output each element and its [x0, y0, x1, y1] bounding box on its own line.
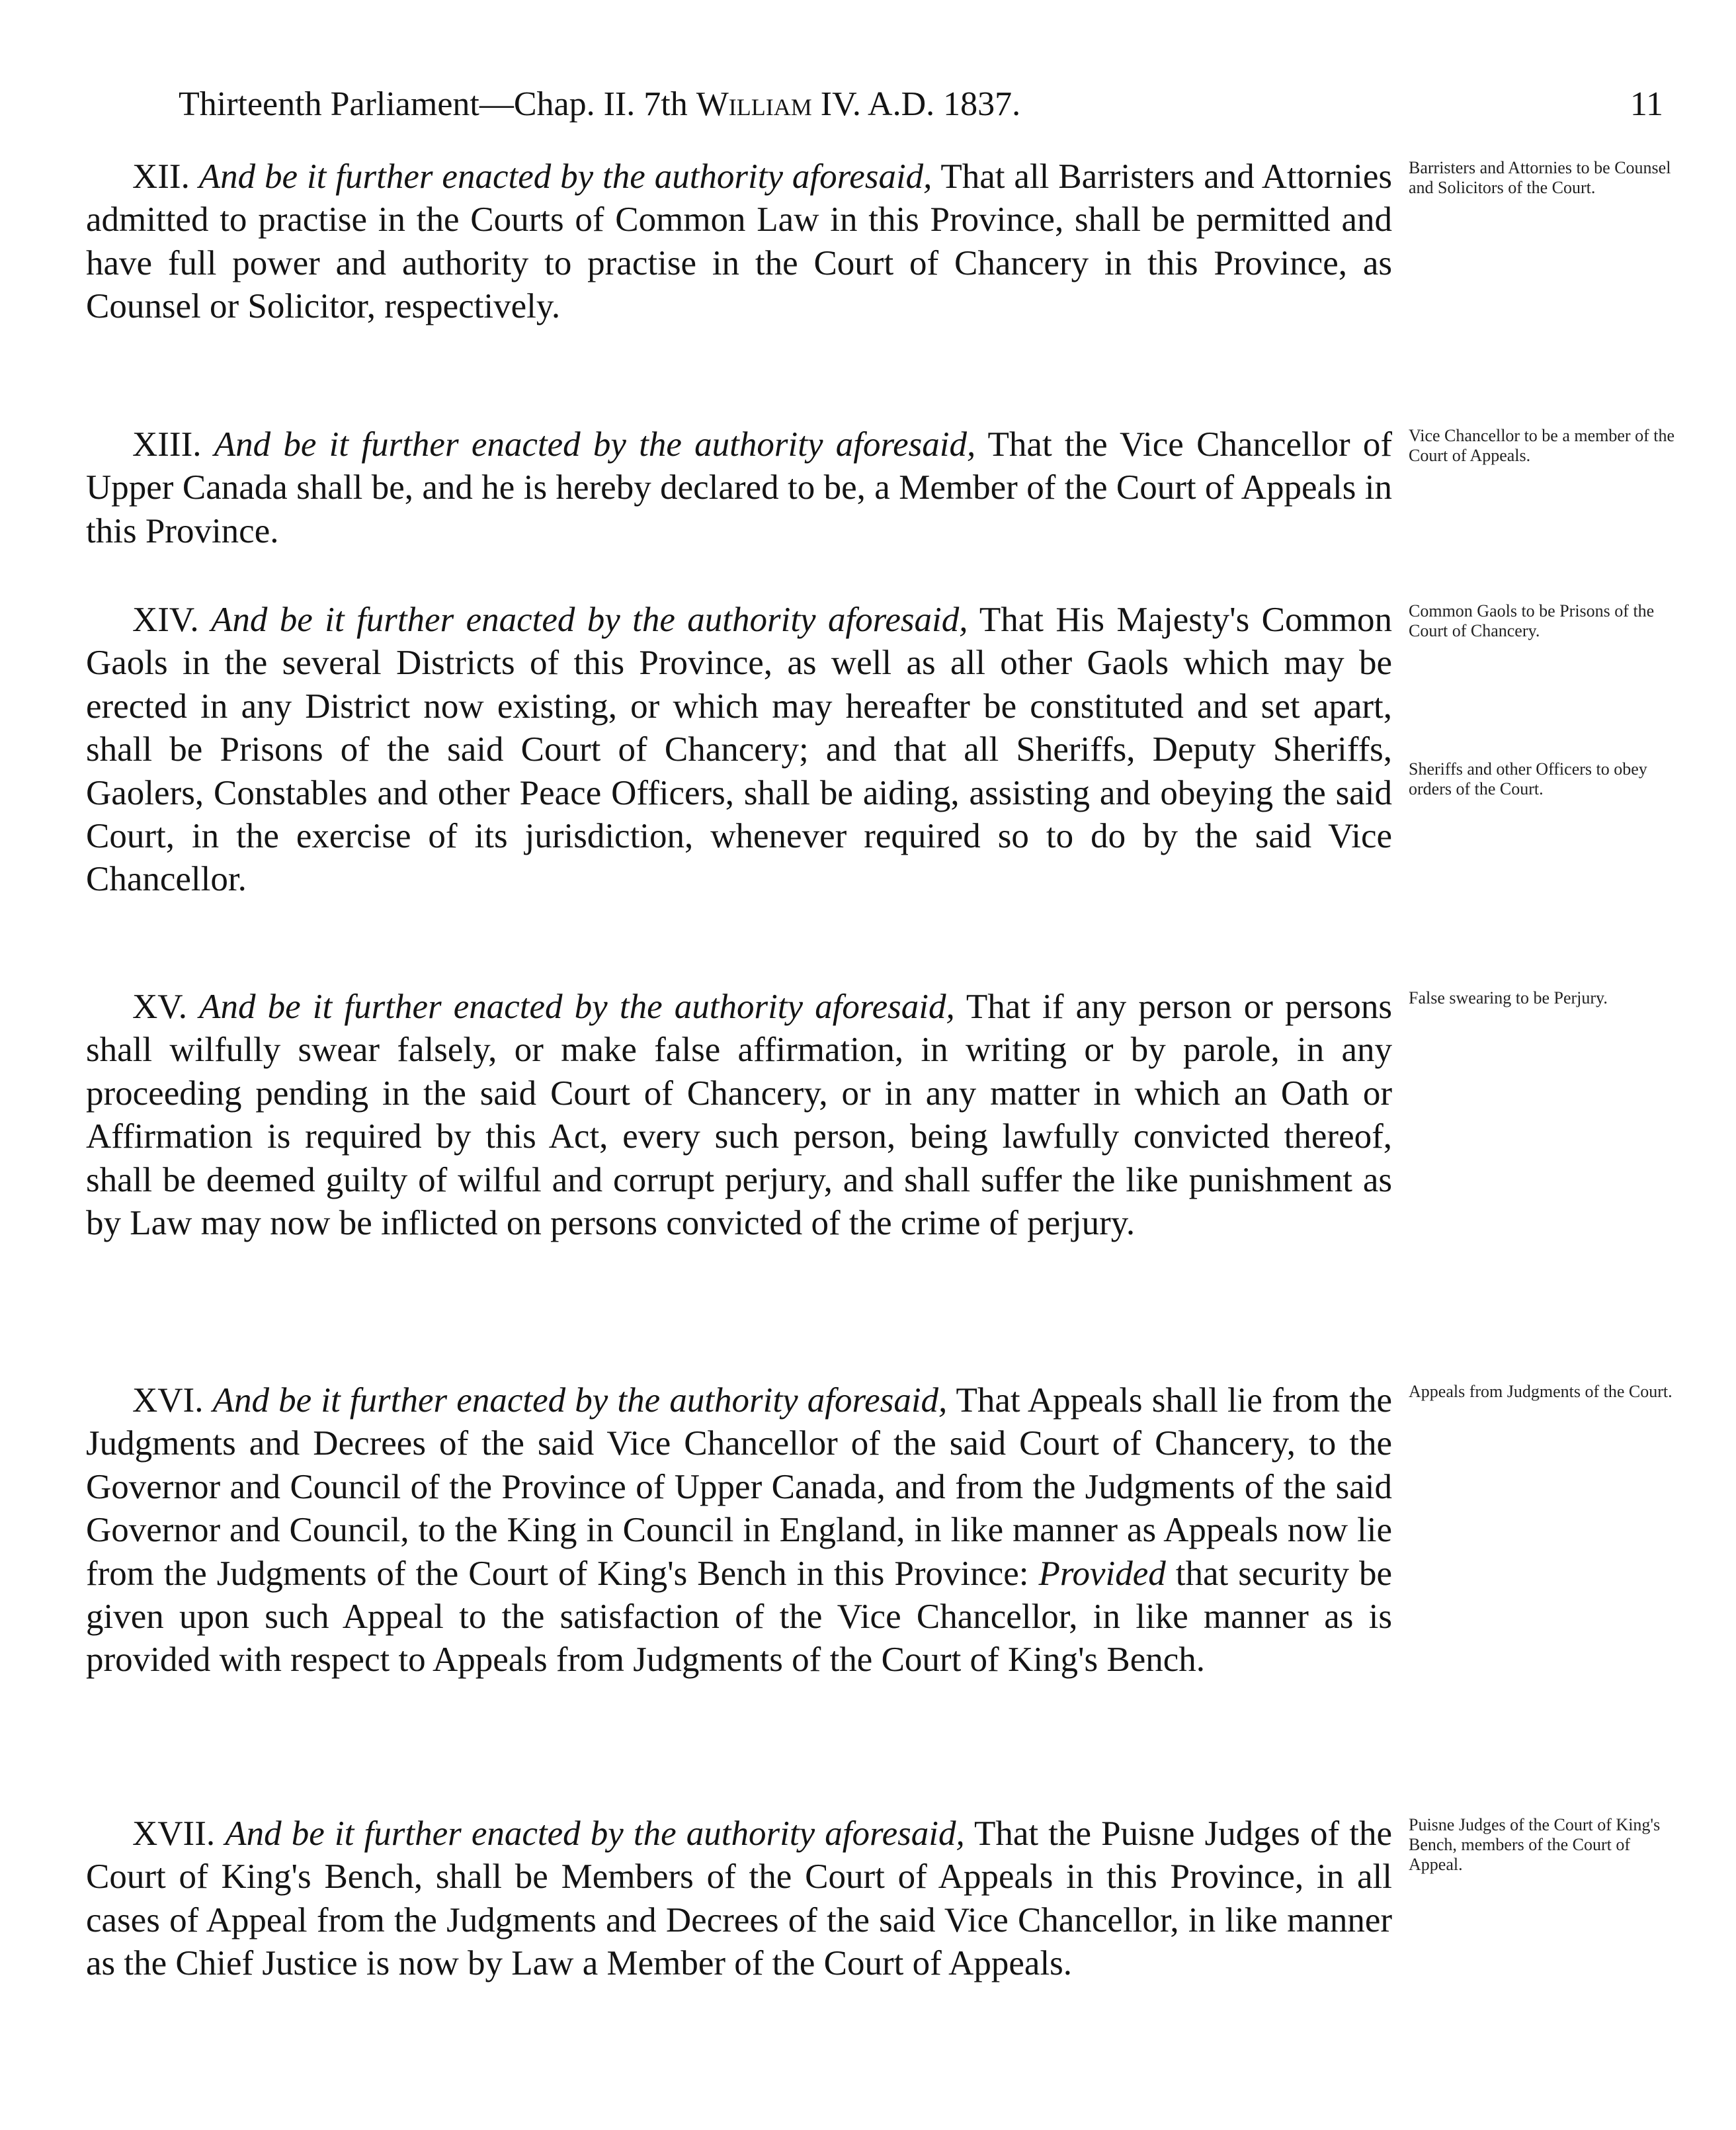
section-xvi-text: [86, 1379, 1392, 1682]
section-body-continued: that security be given upon such Appeal to the satisfaction of the Vice Chancellor, in like manner as is provided with respect to Appeals from Judgments of the Court of King's Bench.: [86, 1554, 1393, 1680]
margin-note-xvi: Appeals from Judgments of the Court.: [1409, 1382, 1673, 1401]
section-number: XVI.: [132, 1381, 204, 1420]
section-number: XIV.: [132, 601, 199, 639]
running-header: [179, 78, 1663, 131]
page-number: 11: [1630, 85, 1663, 123]
section-xvii-text: [86, 1812, 1392, 1986]
margin-note-xiv-gaols: Common Gaols to be Prisons of the Court of Chancery.: [1409, 601, 1655, 640]
section-xvi: [86, 1379, 1673, 1682]
section-xiv: [86, 599, 1660, 902]
enacting-formula: And be it further enacted by the authority aforesaid,: [214, 425, 976, 464]
section-xvii: [86, 1812, 1660, 1986]
proviso-word: Provided: [1038, 1554, 1166, 1593]
enacting-formula: And be it further enacted by the authority aforesaid,: [212, 1381, 948, 1420]
header-title-tail: IV. A.D. 1837.: [820, 85, 1021, 123]
section-number: XII.: [132, 157, 190, 196]
section-xiii: [86, 423, 1674, 553]
section-body: That Appeals shall lie from the Judgments and Decrees of the said Vice Chancellor of the said Court of Chancery, to the Governor and Council of the Province of Upper Canada, and from the Judgments of the said Governor and Council, to the King in Council in England, in like manner as Appeals now lie from the Judgments of the Court of King's Bench in this Province:: [86, 1381, 1392, 1593]
section-xiv-text: [86, 599, 1392, 902]
section-body: That all Barristers and Attornies admitted to practise in the Courts of Common Law in this Province, shall be permitted and have full power and authority to practise in the Court of Chancery in this Province, as Counsel or Solicitor, respectively.: [86, 157, 1392, 326]
section-number: XVII.: [132, 1814, 216, 1853]
section-body: That the Vice Chancellor of Upper Canada shall be, and he is hereby declared to be, a Member of the Court of Appeals in this Province.: [86, 425, 1393, 550]
section-xii-text: [86, 155, 1392, 329]
margin-note-xii: Barristers and Attornies to be Counsel and Solicitors of the Court.: [1409, 158, 1671, 197]
header-title-king: William: [696, 85, 812, 123]
enacting-formula: And be it further enacted by the authority aforesaid,: [198, 157, 932, 196]
enacting-formula: And be it further enacted by the authority aforesaid,: [225, 1814, 965, 1853]
enacting-formula: And be it further enacted by the authority aforesaid,: [199, 988, 955, 1026]
section-body: That the Puisne Judges of the Court of King's Bench, shall be Members of the Court of Appeals in this Province, in all cases of Appeal from the Judgments and Decrees of the said Vice Chancellor, in like manner as the Chief Justice is now by Law a Member of the Court of Appeals.: [86, 1814, 1393, 1983]
section-xii: [86, 155, 1671, 329]
section-xv: [86, 986, 1660, 1245]
section-body: That His Majesty's Common Gaols in the several Districts of this Province, as well as all other Gaols which may be erected in any District now existing, or which may hereafter be constituted and set apart, shall be Prisons of the said Court of Chancery; and that all Sheriffs, Deputy Sheriffs, Gaolers, Constables and other Peace Officers, shall be aiding, assisting and obeying the said Court, in the exercise of its jurisdiction, whenever required so to do by the said Vice Chancellor.: [86, 601, 1392, 899]
margin-note-xv: False swearing to be Perjury.: [1409, 988, 1608, 1007]
section-xv-text: [86, 986, 1392, 1245]
margin-note-xiii: Vice Chancellor to be a member of the Court of Appeals.: [1409, 426, 1674, 465]
section-number: XIII.: [132, 425, 202, 464]
header-title-main: Thirteenth Parliament—Chap. II. 7th: [179, 85, 688, 123]
margin-note-xiv-sheriffs: Sheriffs and other Officers to obey orders of the Court.: [1409, 759, 1647, 798]
enacting-formula: And be it further enacted by the authority aforesaid,: [211, 601, 968, 639]
margin-note-xvii: Puisne Judges of the Court of King's Bench, members of the Court of Appeal.: [1409, 1815, 1661, 1874]
section-body: That if any person or persons shall wilfully swear falsely, or make false affirmation, in writing or by parole, in any proceeding pending in the said Court of Chancery, or in any matter in which an Oath or Affirmation is required by this Act, every such person, being lawfully convicted thereof, shall be deemed guilty of wilful and corrupt perjury, and shall suffer the like punishment as by Law may now be inflicted on persons convicted of the crime of perjury.: [86, 988, 1392, 1243]
section-number: XV.: [132, 988, 187, 1026]
header-title: [179, 78, 1020, 131]
section-xiii-text: [86, 423, 1392, 553]
